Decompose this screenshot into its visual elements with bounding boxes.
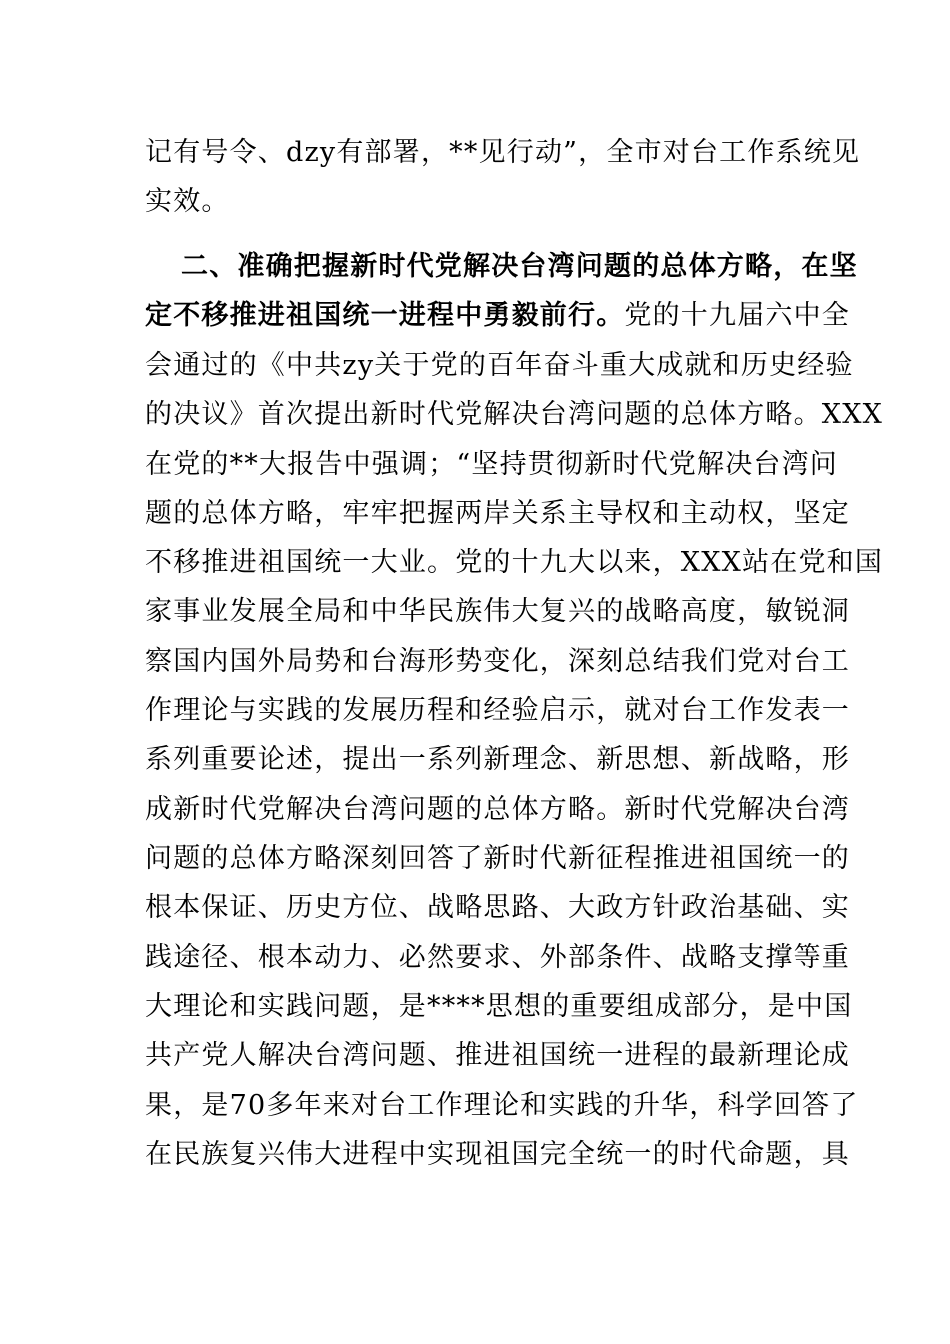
paragraph-line: 作理论与实践的发展历程和经验启示，就对台工作发表一 — [145, 695, 850, 726]
paragraph-line: 在党的**大报告中强调；“坚持贯彻新时代党解决台湾问 — [145, 449, 839, 480]
paragraph-line: 实效。 — [145, 186, 230, 217]
paragraph-line: 根本保证、历史方位、战略思路、大政方针政治基础、实 — [145, 892, 850, 923]
paragraph-line: 践途径、根本动力、必然要求、外部条件、战略支撑等重 — [145, 942, 850, 973]
paragraph-line: 系列重要论述，提出一系列新理念、新思想、新战略，形 — [145, 744, 850, 775]
paragraph-line: 在民族复兴伟大进程中实现祖国完全统一的时代命题，具 — [145, 1139, 850, 1170]
paragraph-line: 察国内国外局势和台海形势变化，深刻总结我们党对台工 — [145, 646, 850, 677]
section-heading-line: 二、准确把握新时代党解决台湾问题的总体方略，在坚 — [181, 251, 858, 282]
paragraph-line: 会通过的《中共zy关于党的百年奋斗重大成就和历史经验 — [145, 350, 854, 381]
paragraph-line: 不移推进祖国统一大业。党的十九大以来，XXX站在党和国 — [145, 547, 884, 578]
section-heading-end: 定不移推进祖国统一进程中勇毅前行。 — [145, 300, 625, 331]
paragraph-line: 问题的总体方略深刻回答了新时代新征程推进祖国统一的 — [145, 843, 850, 874]
paragraph-line: 的决议》首次提出新时代党解决台湾问题的总体方略。XXX — [145, 399, 884, 430]
paragraph-line: 题的总体方略，牢牢把握两岸关系主导权和主动权，坚定 — [145, 498, 850, 529]
paragraph-line: 共产党人解决台湾问题、推进祖国统一进程的最新理论成 — [145, 1040, 850, 1071]
paragraph-line: 大理论和实践问题，是****思想的重要组成部分，是中国 — [145, 991, 853, 1022]
paragraph-line: 果，是70多年来对台工作理论和实践的升华，科学回答了 — [145, 1090, 859, 1121]
paragraph-text-start: 党的十九届六中全 — [624, 300, 851, 331]
paragraph-line: 成新时代党解决台湾问题的总体方略。新时代党解决台湾 — [145, 794, 850, 825]
paragraph-line: 家事业发展全局和中华民族伟大复兴的战略高度，敏锐洞 — [145, 596, 850, 627]
paragraph-line: 记有号令、dzy有部署，**见行动”，全市对台工作系统见 — [145, 137, 861, 168]
section-heading-line-2 — [145, 296, 851, 336]
